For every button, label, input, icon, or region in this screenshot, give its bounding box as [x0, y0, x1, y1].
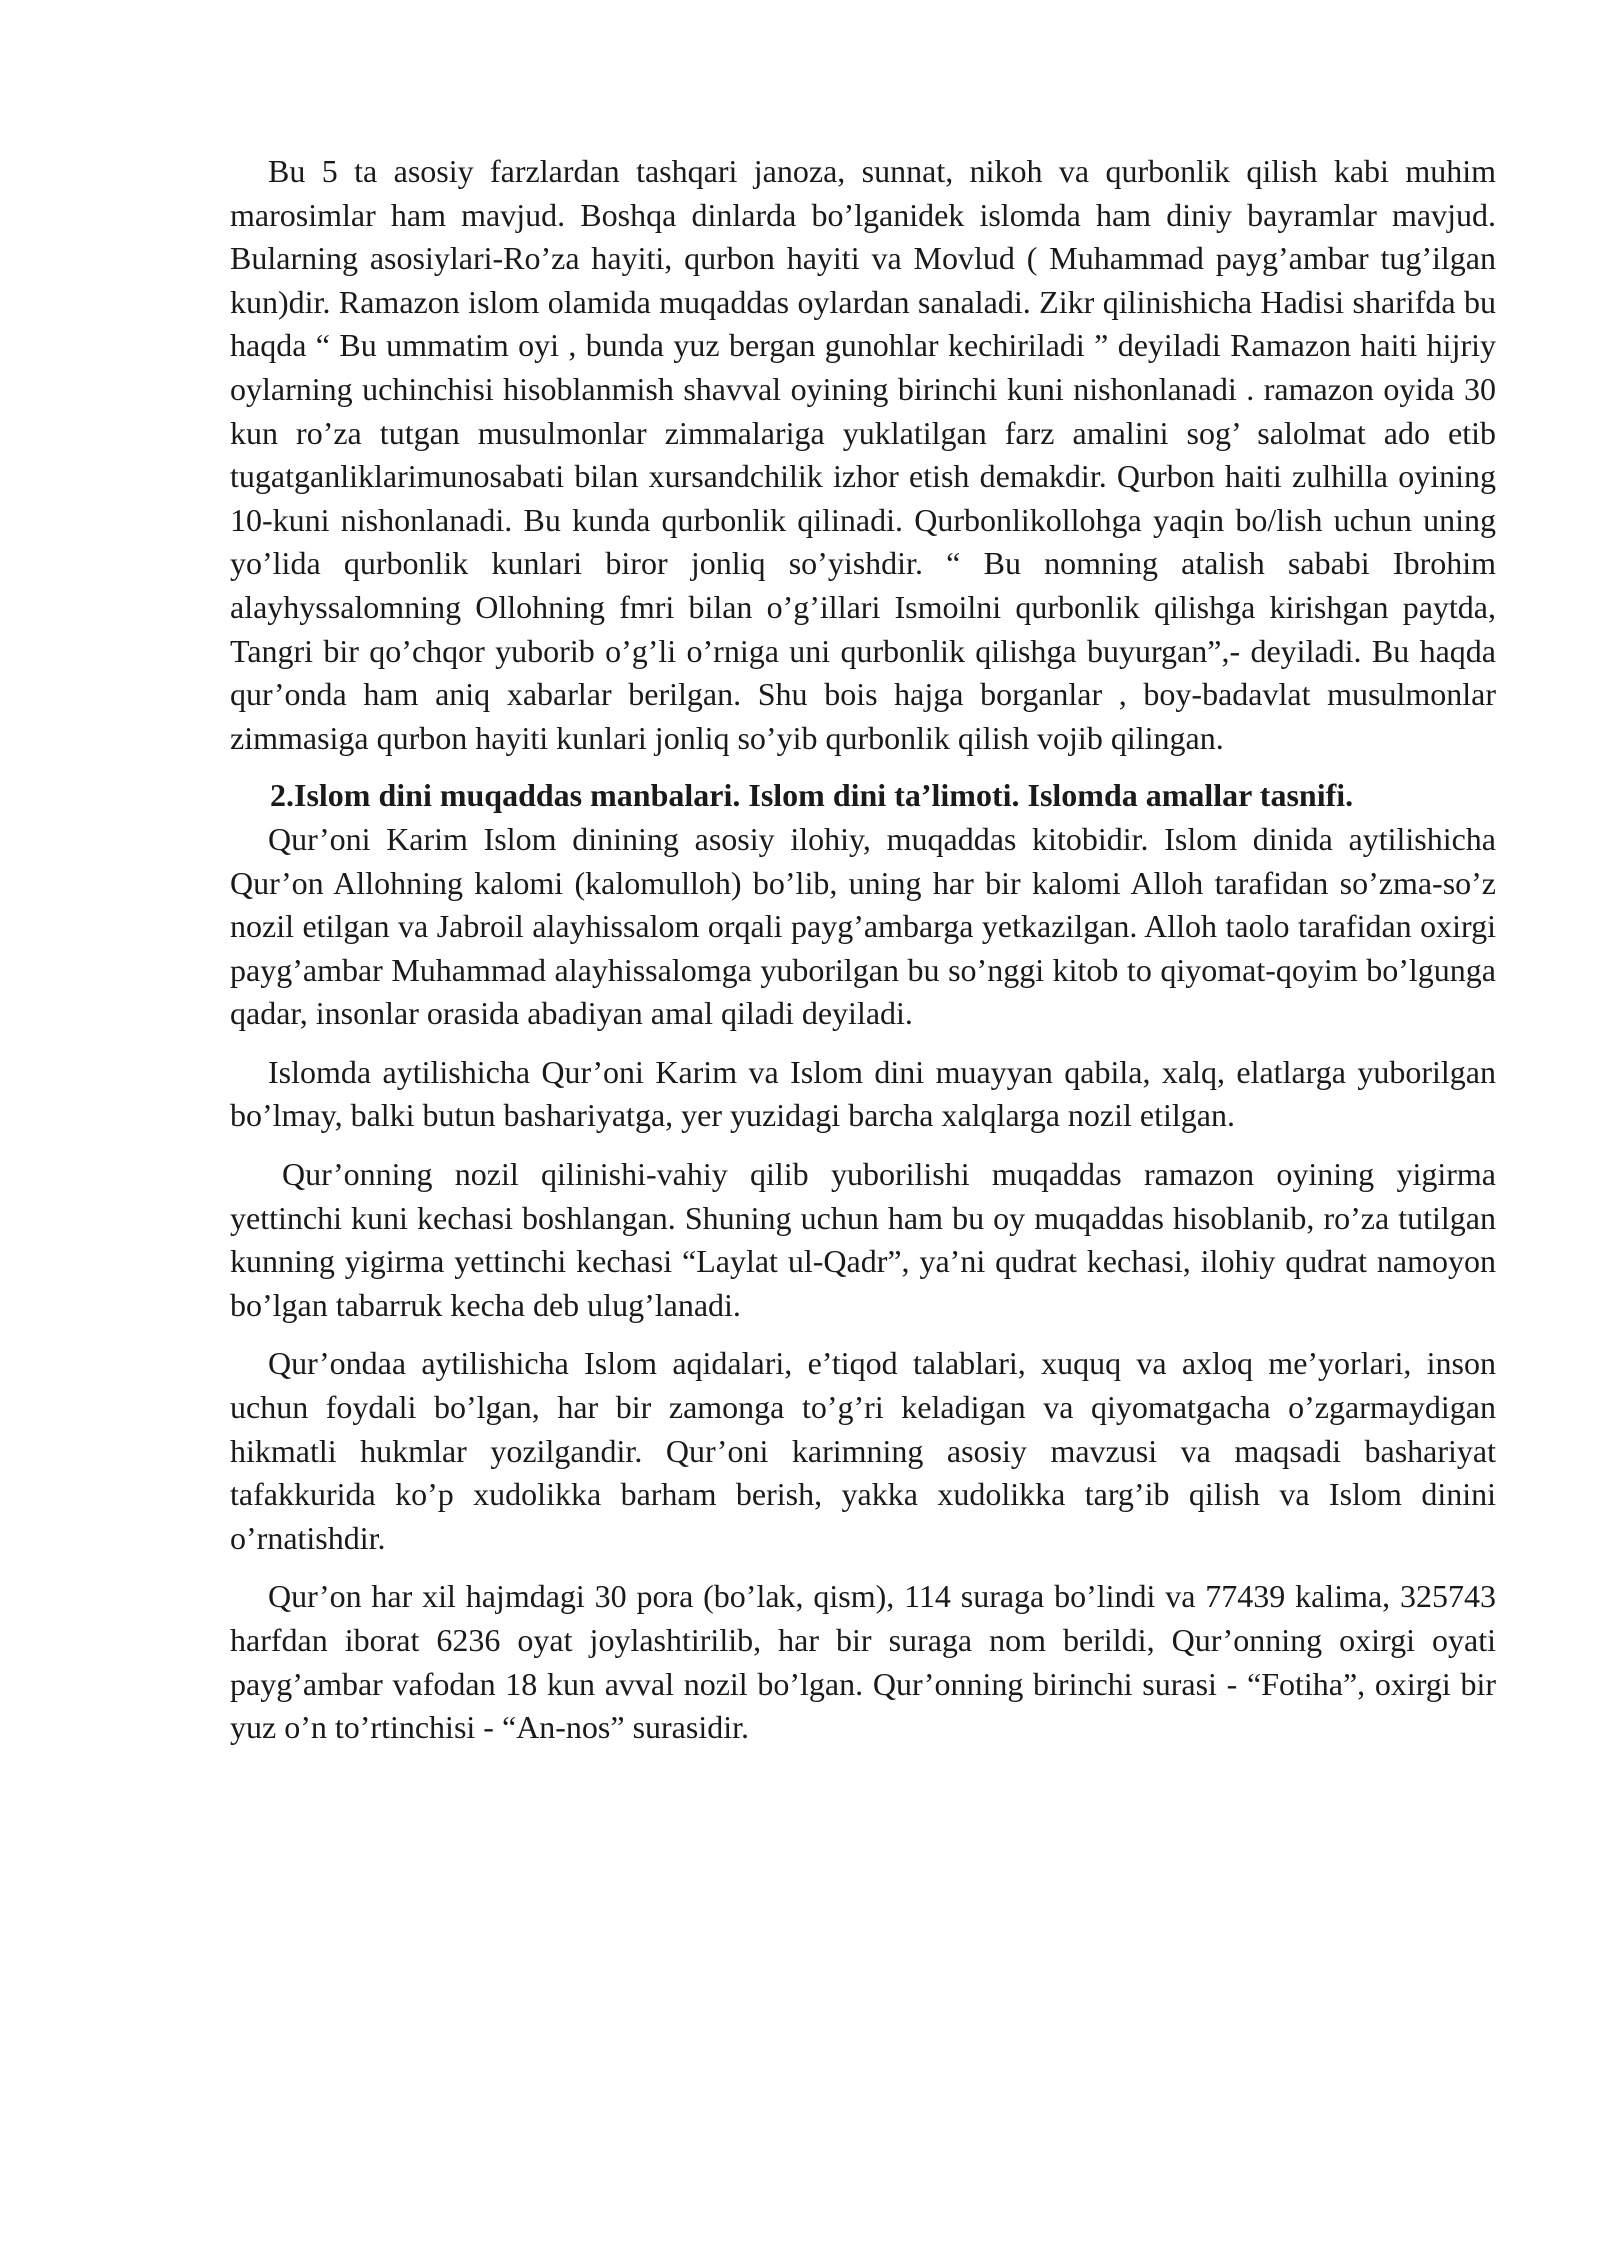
- paragraph-laylat-ul-qadr: Qur’onning nozil qilinishi-vahiy qilib yuborilishi muqaddas ramazon oyining yigirma yettinchi kuni kechasi boshlangan. Shuning uchun ham bu oy muqaddas hisoblanib, ro’za tutilgan kunning yigirma yettinchi kechasi “Laylat ul-Qadr”, ya’ni qudrat kechasi, ilohiy qudrat namoyon bo’lgan tabarruk kecha deb ulug’lanadi.: [230, 1156, 1496, 1323]
- section-heading: 2.Islom dini muqaddas manbalari. Islom dini ta’limoti. Islomda amallar tasnifi.: [270, 777, 1354, 814]
- paragraph-marosimlar: Bu 5 ta asosiy farzlardan tashqari janoza, sunnat, nikoh va qurbonlik qilish kabi muhim marosimlar ham mavjud. Boshqa dinlarda bo’lganidek islomda ham diniy bayramlar mavjud. Bularning asosiylari-Ro’za hayiti, qurbon hayiti va Movlud ( Muhammad payg’ambar tug’ilgan kun)dir. Ramazon islom olamida muqaddas oylardan sanaladi. Zikr qilinishicha Hadisi sharifda bu haqda “ Bu ummatim oyi , bunda yuz bergan gunohlar kechiriladi ” deyiladi Ramazon haiti hijriy oylarning uchinchisi hisoblanmish shavval oyining birinchi kuni nishonlanadi . ramazon oyida 30 kun ro’za tutgan musulmonlar zimmalariga yuklatilgan farz amalini sog’ salolmat ado etib tugatganliklarimunosabati bilan xursandchilik izhor etish demakdir. Qurbon haiti zulhilla oyining 10-kuni nishonlanadi. Bu kunda qurbonlik qilinadi. Qurbonlikollohga yaqin bo/lish uchun uning yo’lida qurbonlik kunlari biror jonliq so’yishdir. “ Bu nomning atalish sababi Ibrohim alayhyssalomning Ollohning fmri bilan o’g’illari Ismoilni qurbonlik qilishga kirishgan paytda, Tangri bir qo’chqor yuborib o’g’li o’rniga uni qurbonlik qilishga buyurgan”,- deyiladi. Bu haqda qur’onda ham aniq xabarlar berilgan. Shu bois hajga borganlar , boy-badavlat musulmonlar zimmasiga qurbon hayiti kunlari jonliq so’yib qurbonlik qilish vojib qilingan.: [230, 153, 1496, 756]
- paragraph-aqidalar: Qur’ondaa aytilishicha Islom aqidalari, e’tiqod talablari, xuquq va axloq me’yorlari, inson uchun foydali bo’lgan, har bir zamonga to’g’ri keladigan va qiyomatgacha o’zgarmaydigan hikmatli hukmlar yozilgandir. Qur’oni karimning asosiy mavzusi va maqsadi bashariyat tafakkurida ko’p xudolikka barham berish, yakka xudolikka targ’ib qilish va Islom dinini o’rnatishdir.: [230, 1345, 1496, 1556]
- paragraph-suralar: Qur’on har xil hajmdagi 30 pora (bo’lak, qism), 114 suraga bo’lindi va 77439 kalima, 325743 harfdan iborat 6236 oyat joylashtirilib, har bir suraga nom berildi, Qur’onning oxirgi oyati payg’ambar vafodan 18 kun avval nozil bo’lgan. Qur’onning birinchi surasi - “Fotiha”, oxirgi bir yuz o’n to’rtinchisi - “An-nos” surasidir.: [230, 1578, 1496, 1746]
- paragraph-bashariyat: Islomda aytilishicha Qur’oni Karim va Islom dini muayyan qabila, xalq, elatlarga yuborilgan bo’lmay, balki butun bashariyatga, yer yuzidagi barcha xalqlarga nozil etilgan.: [230, 1053, 1496, 1134]
- document-page: [230, 150, 1496, 1750]
- paragraph-quron-kalom: Qur’oni Karim Islom dinining asosiy ilohiy, muqaddas kitobidir. Islom dinida aytilishicha Qur’on Allohning kalomi (kalomulloh) bo’lib, uning har bir kalomi Alloh tarafidan so’zma-so’z nozil etilgan va Jabroil alayhissalom orqali payg’ambarga yetkazilgan. Alloh taolo tarafidan oxirgi payg’ambar Muhammad alayhissalomga yuborilgan bu so’nggi kitob to qiyomat-qoyim bo’lgunga qadar, insonlar orasida abadiyan amal qiladi deyiladi.: [230, 820, 1496, 1032]
